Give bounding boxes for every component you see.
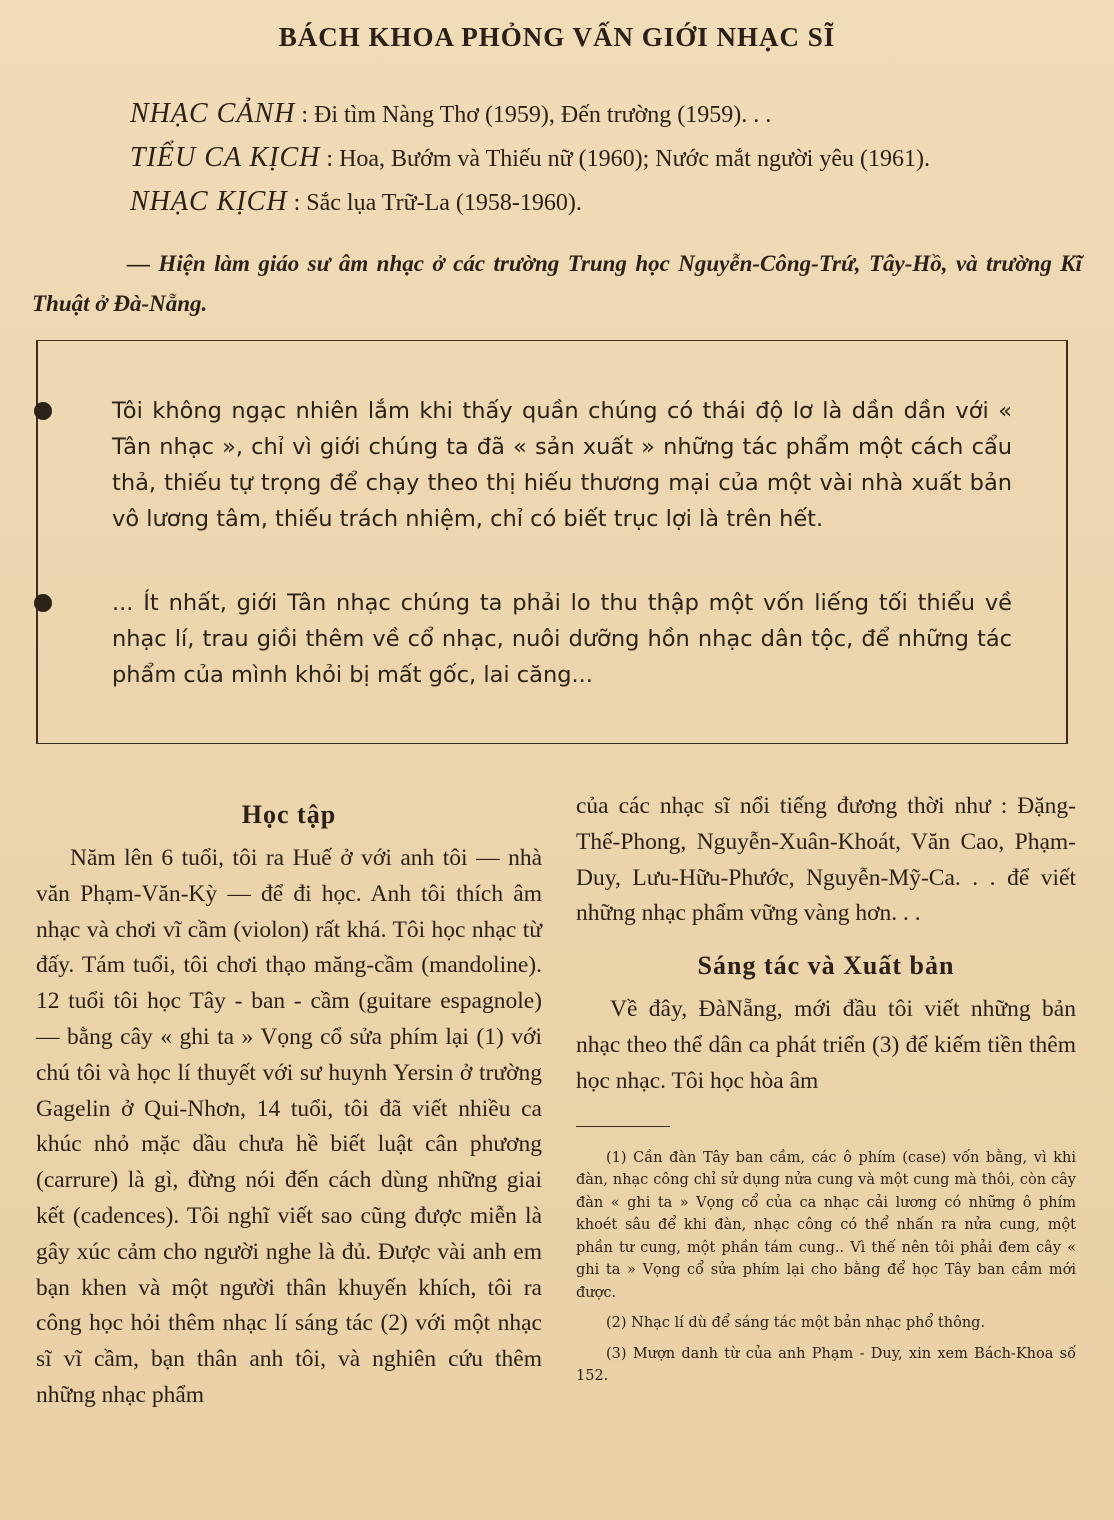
work-text: Hoa, Bướm và Thiếu nữ (1960); Nước mắt người yêu (1961).: [339, 146, 930, 172]
work-line-nhac-canh: NHẠC CẢNH : Đi tìm Nàng Thơ (1959), Đến trường (1959). . .: [130, 98, 772, 129]
footnote: (2) Nhạc lí dù để sáng tác một bản nhạc phổ thông.: [606, 1315, 986, 1332]
left-column: [36, 795, 542, 1414]
bullet-icon: [34, 402, 52, 420]
footnote: (1) Cần đàn Tây ban cầm, các ô phím (case) vốn bằng, vì khi đàn, nhạc công chỉ sử dụng nửa cung và một cung mà thôi, còn cây đàn « ghi ta » Vọng cổ của ca nhạc cải lương có những ô phím khoét sâu để khi đàn, nhạc công có thể nhấn ra nửa cung, một phần tư cung, một phần tám cung.. Vì thế nên tôi phải đem cây « ghi ta » Vọng cổ sửa phím lại cho bằng để học Tây ban cầm mới được.: [576, 1149, 1076, 1301]
pull-quote-text: Tôi không ngạc nhiên lắm khi thấy quần chúng có thái độ lơ là dần dần với « Tân nhạc », chỉ vì giới chúng ta đã « sản xuất » những tác phẩm một cách cẩu thả, thiếu tự trọng để chạy theo thị hiếu thương mại của một vài nhà xuất bản vô lương tâm, thiếu trách nhiệm, chỉ có biết trục lợi là trên hết.: [112, 398, 1012, 532]
section-heading-hoc-tap: Học tập: [241, 800, 337, 829]
work-line-tieu-ca-kich: TIỂU CA KỊCH : Hoa, Bướm và Thiếu nữ (1960); Nước mắt người yêu (1961).: [130, 142, 930, 173]
pull-quote-text: ... Ít nhất, giới Tân nhạc chúng ta phải lo thu thập một vốn liếng tối thiểu về nhạc lí, trau giồi thêm về cổ nhạc, nuôi dưỡng hồn nhạc dân tộc, để những tác phẩm của mình khỏi bị mất gốc, lai căng...: [112, 590, 1012, 688]
biography-note: — Hiện làm giáo sư âm nhạc ở các trường Trung học Nguyễn-Công-Trứ, Tây-Hồ, và trường Kĩ Thuật ở Đà-Nẵng.: [32, 251, 1082, 316]
work-label: TIỂU CA KỊCH: [130, 142, 321, 173]
page-title: BÁCH KHOA PHỎNG VẤN GIỚI NHẠC SĨ: [278, 22, 836, 52]
right-column: [576, 795, 1076, 1396]
work-line-nhac-kich: NHẠC KỊCH : Sắc lụa Trữ-La (1958-1960).: [130, 186, 582, 217]
work-label: NHẠC CẢNH: [130, 98, 296, 129]
work-label: NHẠC KỊCH: [130, 186, 288, 217]
pull-quote-1: [112, 393, 1012, 537]
work-text: Đi tìm Nàng Thơ (1959), Đến trường (1959). . .: [314, 102, 772, 128]
body-paragraph: Về đây, ĐàNẵng, mới đầu tôi viết những bản nhạc theo thể dân ca phát triển (3) để kiếm tiền thêm học nhạc. Tôi học hòa âm: [576, 996, 1076, 1094]
body-paragraph-continuation: của các nhạc sĩ nổi tiếng đương thời như : Đặng-Thế-Phong, Nguyễn-Xuân-Khoát, Văn Cao, Phạm-Duy, Lưu-Hữu-Phước, Nguyễn-Mỹ-Ca. . . để viết những nhạc phẩm vững vàng hơn. . .: [576, 793, 1076, 927]
body-paragraph: Năm lên 6 tuổi, tôi ra Huế ở với anh tôi — nhà văn Phạm-Văn-Kỳ — để đi học. Anh tôi thích âm nhạc và chơi vĩ cầm (violon) rất khá. Tôi học nhạc từ đấy. Tám tuổi, tôi chơi thạo măng-cầm (mandoline). 12 tuổi tôi học Tây - ban - cầm (guitare espagnole) — bằng cây « ghi ta » Vọng cổ sửa phím lại (1) với chú tôi và học lí thuyết với sư huynh Yersin ở trường Gagelin ở Qui-Nhơn, 14 tuổi, tôi đã viết nhiều ca khúc nhỏ mặc dầu chưa hề biết luật cân phương (carrure) là gì, đừng nói đến cách dùng những giai kết (cadences). Tôi nghĩ viết sao cũng được miễn là gây xúc cảm cho người nghe là đủ. Được vài anh em bạn khen và một người thân khuyến khích, tôi ra công học hỏi thêm nhạc lí sáng tác (2) với một nhạc sĩ vĩ cầm, bạn thân anh tôi, và nghiên cứu thêm những nhạc phẩm: [36, 845, 542, 1408]
footnote: (3) Mượn danh từ của anh Phạm - Duy, xin xem Bách-Khoa số 152.: [576, 1345, 1076, 1385]
work-text: Sắc lụa Trữ-La (1958-1960).: [306, 190, 582, 216]
works-list: [130, 92, 1090, 224]
bullet-icon: [34, 594, 52, 612]
section-heading-sang-tac: Sáng tác và Xuất bản: [697, 951, 955, 981]
footnote-divider: [576, 1126, 670, 1127]
pull-quote-2: [112, 585, 1012, 693]
